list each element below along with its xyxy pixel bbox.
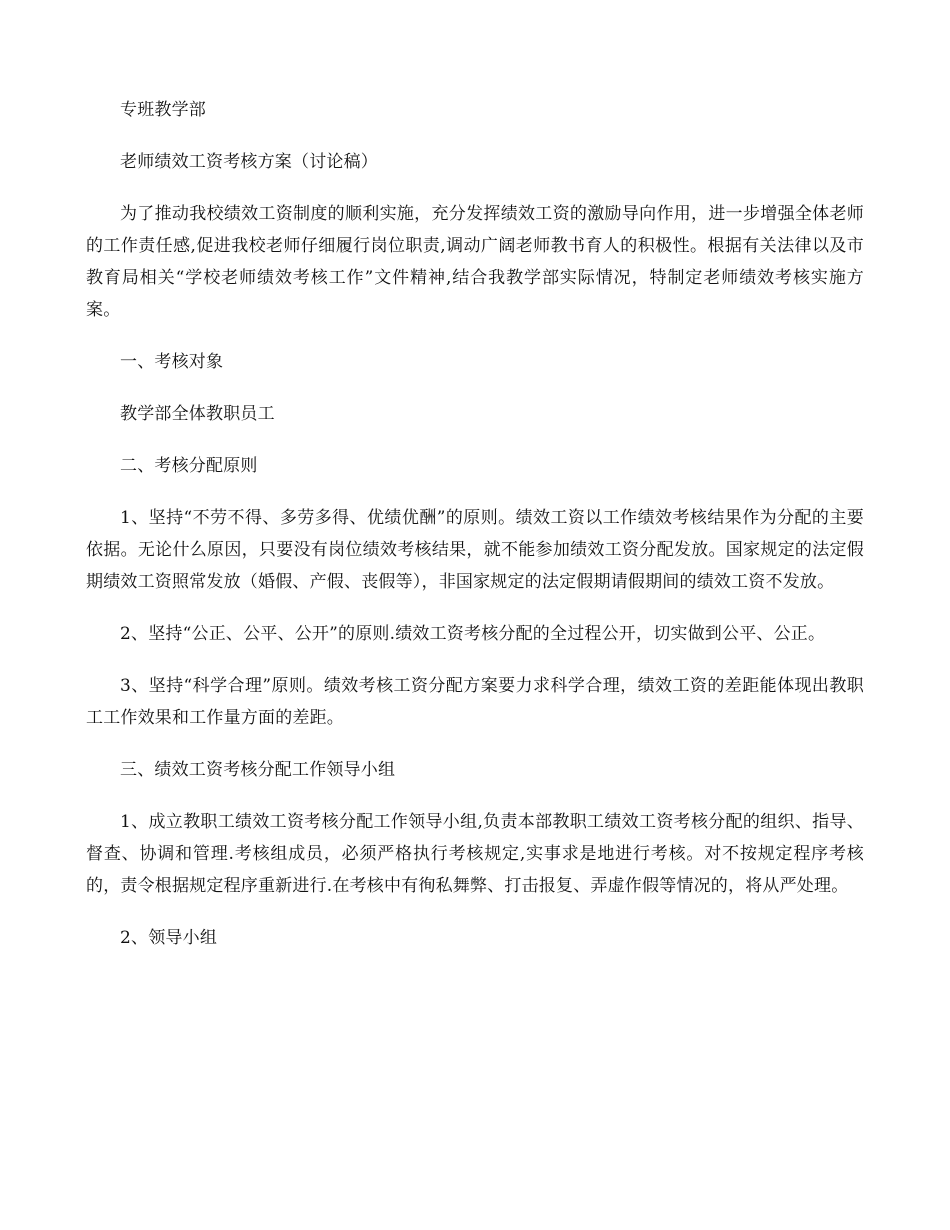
principle-3: 3、坚持“科学合理”原则。绩效考核工资分配方案要力求科学合理，绩效工资的差距能体现出教职工工作效果和工作量方面的差距。	[86, 676, 864, 728]
section-heading-3: 三、绩效工资考核分配工作领导小组	[120, 760, 396, 780]
section-heading-2: 二、考核分配原则	[120, 456, 258, 476]
department-name: 专班教学部	[120, 100, 206, 120]
section-1-body: 教学部全体教职员工	[120, 404, 275, 424]
section-heading-1: 一、考核对象	[120, 352, 224, 372]
leadership-item-1: 1、成立教职工绩效工资考核分配工作领导小组,负责本部教职工绩效工资考核分配的组织、指导、督查、协调和管理.考核组成员，必须严格执行考核规定,实事求是地进行考核。对不按规定程序考核的，责令根据规定程序重新进行.在考核中有徇私舞弊、打击报复、弄虚作假等情况的，将从严处理。	[86, 812, 864, 896]
principle-1: 1、坚持“不劳不得、多劳多得、优绩优酬”的原则。绩效工资以工作绩效考核结果作为分配的主要依据。无论什么原因，只要没有岗位绩效考核结果，就不能参加绩效工资分配发放。国家规定的法定假期绩效工资照常发放（婚假、产假、丧假等），非国家规定的法定假期请假期间的绩效工资不发放。	[86, 508, 864, 592]
intro-paragraph: 为了推动我校绩效工资制度的顺利实施，充分发挥绩效工资的激励导向作用，进一步增强全体老师的工作责任感,促进我校老师仔细履行岗位职责,调动广阔老师教书育人的积极性。根据有关法律以及市教育局相关“学校老师绩效考核工作”文件精神,结合我教学部实际情况，特制定老师绩效考核实施方案。	[86, 204, 864, 320]
document-title: 老师绩效工资考核方案（讨论稿）	[120, 152, 378, 172]
document-body	[86, 94, 864, 974]
leadership-item-2: 2、领导小组	[120, 928, 218, 948]
principle-2: 2、坚持“公正、公平、公开”的原则.绩效工资考核分配的全过程公开，切实做到公平、公正。	[120, 624, 826, 644]
